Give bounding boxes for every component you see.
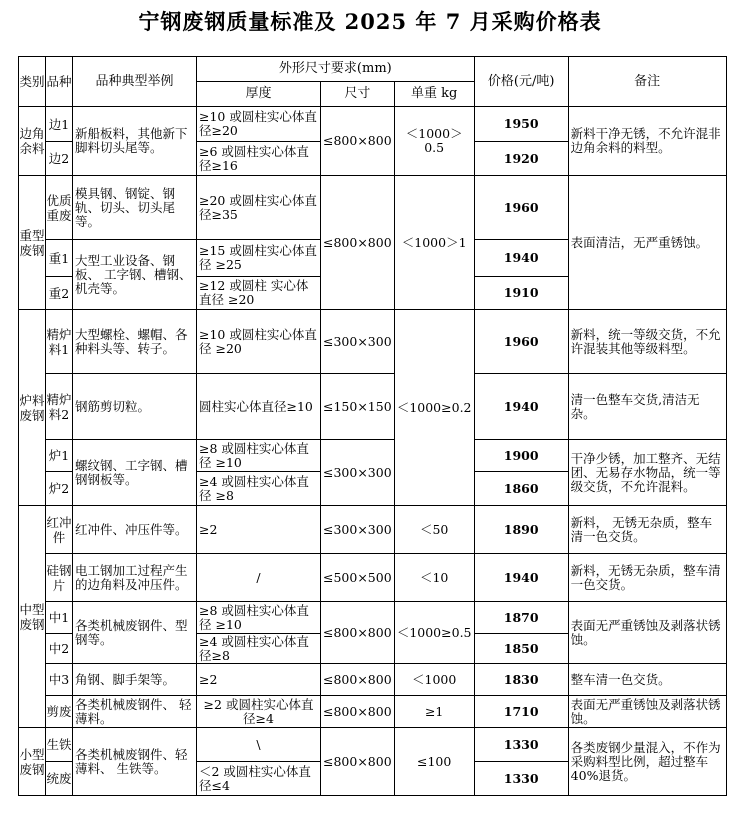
examples-cell: 角钢、脚手架等。 xyxy=(73,664,197,696)
weight-cell: ≥1 xyxy=(394,696,474,728)
category-cell: 中型废钢 xyxy=(19,506,46,728)
examples-cell: 新船板料，其他新下脚料切头尾等。 xyxy=(73,107,197,176)
page-title: 宁钢废钢质量标准及 2025 年 7 月采购价格表 xyxy=(138,9,602,34)
size-cell: ≤800×800 xyxy=(321,664,395,696)
remark-cell: 新料，无锈无杂质，整车清一色交货。 xyxy=(568,554,726,602)
price-cell: 1860 xyxy=(474,472,568,506)
variety-cell: 生铁 xyxy=(46,728,73,762)
weight-cell: ＜1000≥0.2 xyxy=(394,310,474,506)
thickness-cell: ≥10 或圆柱实心体直径 ≥20 xyxy=(197,310,321,374)
category-cell: 重型废钢 xyxy=(19,176,46,310)
examples-cell: 各类机械废钢件、型钢等。 xyxy=(73,602,197,664)
variety-cell: 精炉料2 xyxy=(46,374,73,440)
thickness-cell: ≥20 或圆柱实心体直径≥35 xyxy=(197,176,321,240)
examples-cell: 大型工业设备、钢板、 工字钢、槽钢、机壳等。 xyxy=(73,240,197,310)
header-thickness: 厚度 xyxy=(197,82,321,107)
remark-cell: 干净少锈，加工整齐、无结团、无易存水物品，统一等级交货，不允许混料。 xyxy=(568,440,726,506)
remark-cell: 清一色整车交货,清洁无杂。 xyxy=(568,374,726,440)
weight-cell: ＜1000 xyxy=(394,664,474,696)
size-cell: ≤300×300 xyxy=(321,440,395,506)
variety-cell: 统废 xyxy=(46,762,73,796)
remark-cell: 表面清洁，无严重锈蚀。 xyxy=(568,176,726,310)
remark-cell: 整车清一色交货。 xyxy=(568,664,726,696)
price-cell: 1850 xyxy=(474,634,568,664)
examples-cell: 电工钢加工过程产生的边角料及冲压件。 xyxy=(73,554,197,602)
header-variety: 品种 xyxy=(46,57,73,107)
price-cell: 1830 xyxy=(474,664,568,696)
price-cell: 1960 xyxy=(474,310,568,374)
variety-cell: 边2 xyxy=(46,142,73,176)
size-cell: ≤800×800 xyxy=(321,602,395,664)
price-cell: 1870 xyxy=(474,602,568,634)
price-cell: 1940 xyxy=(474,374,568,440)
price-cell: 1330 xyxy=(474,762,568,796)
price-cell: 1940 xyxy=(474,240,568,277)
header-size: 尺寸 xyxy=(321,82,395,107)
variety-cell: 中2 xyxy=(46,634,73,664)
thickness-cell: ≥6 或圆柱实心体直径≥16 xyxy=(197,142,321,176)
thickness-cell: / xyxy=(197,554,321,602)
variety-cell: 剪废 xyxy=(46,696,73,728)
thickness-cell: ≥4 或圆柱实心体直径≥8 xyxy=(197,634,321,664)
variety-cell: 红冲件 xyxy=(46,506,73,554)
thickness-cell: ＜2 或圆柱实心体直径≤4 xyxy=(197,762,321,796)
thickness-cell: ≥8 或圆柱实心体直径 ≥10 xyxy=(197,440,321,472)
remark-cell: 新料干净无锈，不允许混非边角余料的料型。 xyxy=(568,107,726,176)
variety-cell: 精炉料1 xyxy=(46,310,73,374)
examples-cell: 红冲件、冲压件等。 xyxy=(73,506,197,554)
category-cell: 小型废钢 xyxy=(19,728,46,796)
thickness-cell: \ xyxy=(197,728,321,762)
examples-cell: 模具钢、钢锭、钢轨、切头、切头尾等。 xyxy=(73,176,197,240)
size-cell: ≤150×150 xyxy=(321,374,395,440)
size-cell: ≤800×800 xyxy=(321,696,395,728)
variety-cell: 重1 xyxy=(46,240,73,277)
thickness-cell: ≥4 或圆柱实心体直径 ≥8 xyxy=(197,472,321,506)
weight-cell: ＜1000＞1 xyxy=(394,176,474,310)
category-cell: 边角余料 xyxy=(19,107,46,176)
price-cell: 1710 xyxy=(474,696,568,728)
thickness-cell: ≥2 xyxy=(197,664,321,696)
price-table-wrapper xyxy=(18,56,727,796)
examples-cell: 各类机械废钢件、轻薄料、 生铁等。 xyxy=(73,728,197,796)
examples-cell: 大型螺栓、螺帽、各种料头等、转子。 xyxy=(73,310,197,374)
variety-cell: 炉2 xyxy=(46,472,73,506)
price-cell: 1950 xyxy=(474,107,568,142)
thickness-cell: ≥12 或圆柱 实心体直径 ≥20 xyxy=(197,277,321,310)
weight-cell: ＜50 xyxy=(394,506,474,554)
variety-cell: 重2 xyxy=(46,277,73,310)
thickness-cell: ≥10 或圆柱实心体直径≥20 xyxy=(197,107,321,142)
remark-cell: 表面无严重锈蚀及剥落状锈蚀。 xyxy=(568,696,726,728)
price-cell: 1940 xyxy=(474,554,568,602)
price-cell: 1960 xyxy=(474,176,568,240)
remark-cell: 新料， 无锈无杂质，整车清一色交货。 xyxy=(568,506,726,554)
header-remark: 备注 xyxy=(568,57,726,107)
weight-cell: ＜10 xyxy=(394,554,474,602)
thickness-cell: ≥15 或圆柱实心体直径 ≥25 xyxy=(197,240,321,277)
header-price: 价格(元/吨) xyxy=(474,57,568,107)
thickness-cell: ≥2 xyxy=(197,506,321,554)
header-weight: 单重 kg xyxy=(394,82,474,107)
price-cell: 1910 xyxy=(474,277,568,310)
price-cell: 1330 xyxy=(474,728,568,762)
header-examples: 品种典型举例 xyxy=(73,57,197,107)
variety-cell: 硅钢片 xyxy=(46,554,73,602)
remark-cell: 表面无严重锈蚀及剥落状锈蚀。 xyxy=(568,602,726,664)
price-cell: 1890 xyxy=(474,506,568,554)
variety-cell: 优质重废 xyxy=(46,176,73,240)
remark-cell: 各类废钢少量混入，不作为采购料型比例，超过整车 40%退货。 xyxy=(568,728,726,796)
size-cell: ≤300×300 xyxy=(321,506,395,554)
weight-cell: ≤100 xyxy=(394,728,474,796)
header-size-req: 外形尺寸要求(mm) xyxy=(197,57,475,82)
price-cell: 1900 xyxy=(474,440,568,472)
thickness-cell: 圆柱实心体直径≥10 xyxy=(197,374,321,440)
weight-cell: ＜1000≥0.5 xyxy=(394,602,474,664)
examples-cell: 螺纹钢、工字钢、槽钢钢板等。 xyxy=(73,440,197,506)
examples-cell: 各类机械废钢件、 轻薄料。 xyxy=(73,696,197,728)
size-cell: ≤300×300 xyxy=(321,310,395,374)
header-category: 类别 xyxy=(19,57,46,107)
size-cell: ≤500×500 xyxy=(321,554,395,602)
variety-cell: 中3 xyxy=(46,664,73,696)
variety-cell: 中1 xyxy=(46,602,73,634)
variety-cell: 炉1 xyxy=(46,440,73,472)
size-cell: ≤800×800 xyxy=(321,107,395,176)
size-cell: ≤800×800 xyxy=(321,176,395,310)
thickness-cell: ≥8 或圆柱实心体直径 ≥10 xyxy=(197,602,321,634)
weight-cell: ＜1000＞0.5 xyxy=(394,107,474,176)
variety-cell: 边1 xyxy=(46,107,73,142)
category-cell: 炉料废钢 xyxy=(19,310,46,506)
remark-cell: 新料，统一等级交货，不允许混装其他等级料型。 xyxy=(568,310,726,374)
size-cell: ≤800×800 xyxy=(321,728,395,796)
price-table xyxy=(18,56,727,796)
examples-cell: 钢筋剪切粒。 xyxy=(73,374,197,440)
thickness-cell: ≥2 或圆柱实心体直径≥4 xyxy=(197,696,321,728)
price-cell: 1920 xyxy=(474,142,568,176)
